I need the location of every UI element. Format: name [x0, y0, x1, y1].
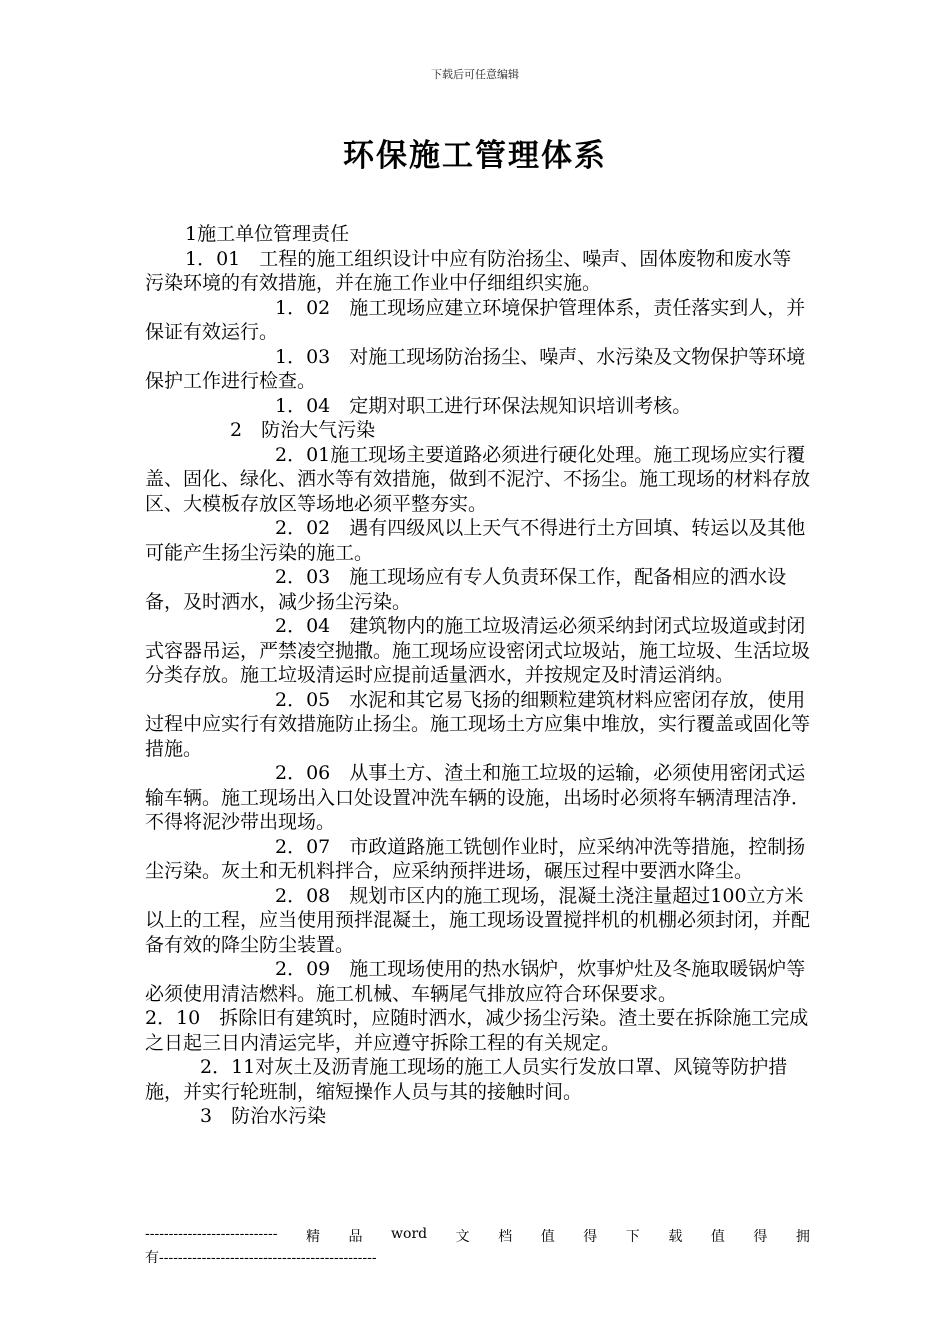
footer-token: 得 — [753, 1229, 768, 1245]
page-header: 下载后可任意编辑 — [431, 68, 519, 81]
footer-token: 值 — [710, 1229, 725, 1245]
paragraph: 2．06 从事土方、渣土和施工垃圾的运输，必须使用密闭式运输车辆。施工现场出入口处设置冲洗车辆的设施，出场时必须将车辆清理洁净．不得将泥沙带出现场。 — [145, 762, 811, 833]
paragraph: 2．01施工现场主要道路必须进行硬化处理。施工现场应实行覆盖、固化、绿化、洒水等有效措施，做到不泥泞、不扬尘。施工现场的材料存放区、大模板存放区等场地必须平整夯实。 — [145, 443, 811, 515]
document-title: 环保施工管理体系 — [343, 138, 607, 174]
paragraph: 2．09 施工现场使用的热水锅炉，炊事炉灶及冬施取暖锅炉等必须使用清洁燃料。施工机械、车辆尾气排放应符合环保要求。 2．10 拆除旧有建筑时，应随时洒水，减少扬尘污染。渣土要在拆除施工完成之日起三日内清运完毕，并应遵守拆除工程的有关规定。 — [145, 958, 809, 1054]
paragraph: 2．03 施工现场应有专人负责环保工作，配备相应的洒水设备，及时洒水，减少扬尘污染。 — [145, 566, 787, 613]
paragraph: 1．04 定期对职工进行环保法规知识培训考核。 — [275, 394, 692, 417]
footer-token: 品 — [348, 1229, 363, 1245]
footer-token: 载 — [668, 1229, 683, 1245]
paragraph: 1．03 对施工现场防治扬尘、噪声、水污染及文物保护等环境保护工作进行检查。 — [145, 345, 806, 392]
paragraph: 2．08 规划市区内的施工现场，混凝土浇注量超过100立方米以上的工程，应当使用预拌混凝土，施工现场设置搅拌机的机棚必须封闭，并配备有效的降尘防尘装置。 — [145, 884, 811, 956]
footer-token: ---------------------------- — [145, 1226, 278, 1242]
paragraph: 2．11对灰土及沥青施工现场的施工人员实行发放口罩、风镜等防护措施，并实行轮班制，缩短操作人员与其的接触时间。 — [145, 1056, 788, 1103]
footer-token: 下 — [625, 1229, 640, 1245]
paragraph: 2．07 市政道路施工铣刨作业时，应采纳冲洗等措施，控制扬尘污染。灰土和无机料拌合，应采纳预拌进场，碾压过程中要洒水降尘。 — [145, 835, 806, 882]
paragraph: 2．04 建筑物内的施工垃圾清运必须采纳封闭式垃圾道或封闭式容器吊运，严禁凌空抛撒。施工现场应设密闭式垃圾站，施工垃圾、生活垃圾分类存放。施工垃圾清运时应提前适量洒水，并按规定及时清运消纳。 — [145, 615, 811, 686]
paragraph: 1．01 工程的施工组织设计中应有防治扬尘、噪声、固体废物和废水等污染环境的有效措施，并在施工作业中仔细组织实施。 — [145, 247, 792, 294]
paragraph: 1．02 施工现场应建立环境保护管理体系，责任落实到人，并保证有效运行。 — [145, 296, 806, 343]
paragraph: 2．05 水泥和其它易飞扬的细颗粒建筑材料应密闭存放，使用过程中应实行有效措施防止扬尘。施工现场土方应集中堆放，实行覆盖或固化等措施。 — [145, 688, 811, 760]
footer-line-1 — [145, 1226, 810, 1246]
footer-token: 得 — [583, 1229, 598, 1245]
paragraph: 1施工单位管理责任 — [185, 223, 350, 245]
footer-token: 文 — [455, 1229, 470, 1245]
footer-token: word — [391, 1226, 428, 1242]
footer-line-2: 有---------------------------------------------- — [145, 1250, 377, 1266]
footer-token: 精 — [305, 1229, 320, 1245]
paragraph: 2 防治大气污染 — [230, 419, 376, 441]
footer-token: 拥 — [795, 1229, 810, 1245]
footer-token: 档 — [498, 1229, 513, 1245]
document-body — [145, 222, 810, 1129]
paragraph: 3 防治水污染 — [200, 1105, 327, 1127]
footer-token: 值 — [540, 1229, 555, 1245]
paragraph: 2．02 遇有四级风以上天气不得进行土方回填、转运以及其他可能产生扬尘污染的施工。 — [145, 517, 806, 564]
